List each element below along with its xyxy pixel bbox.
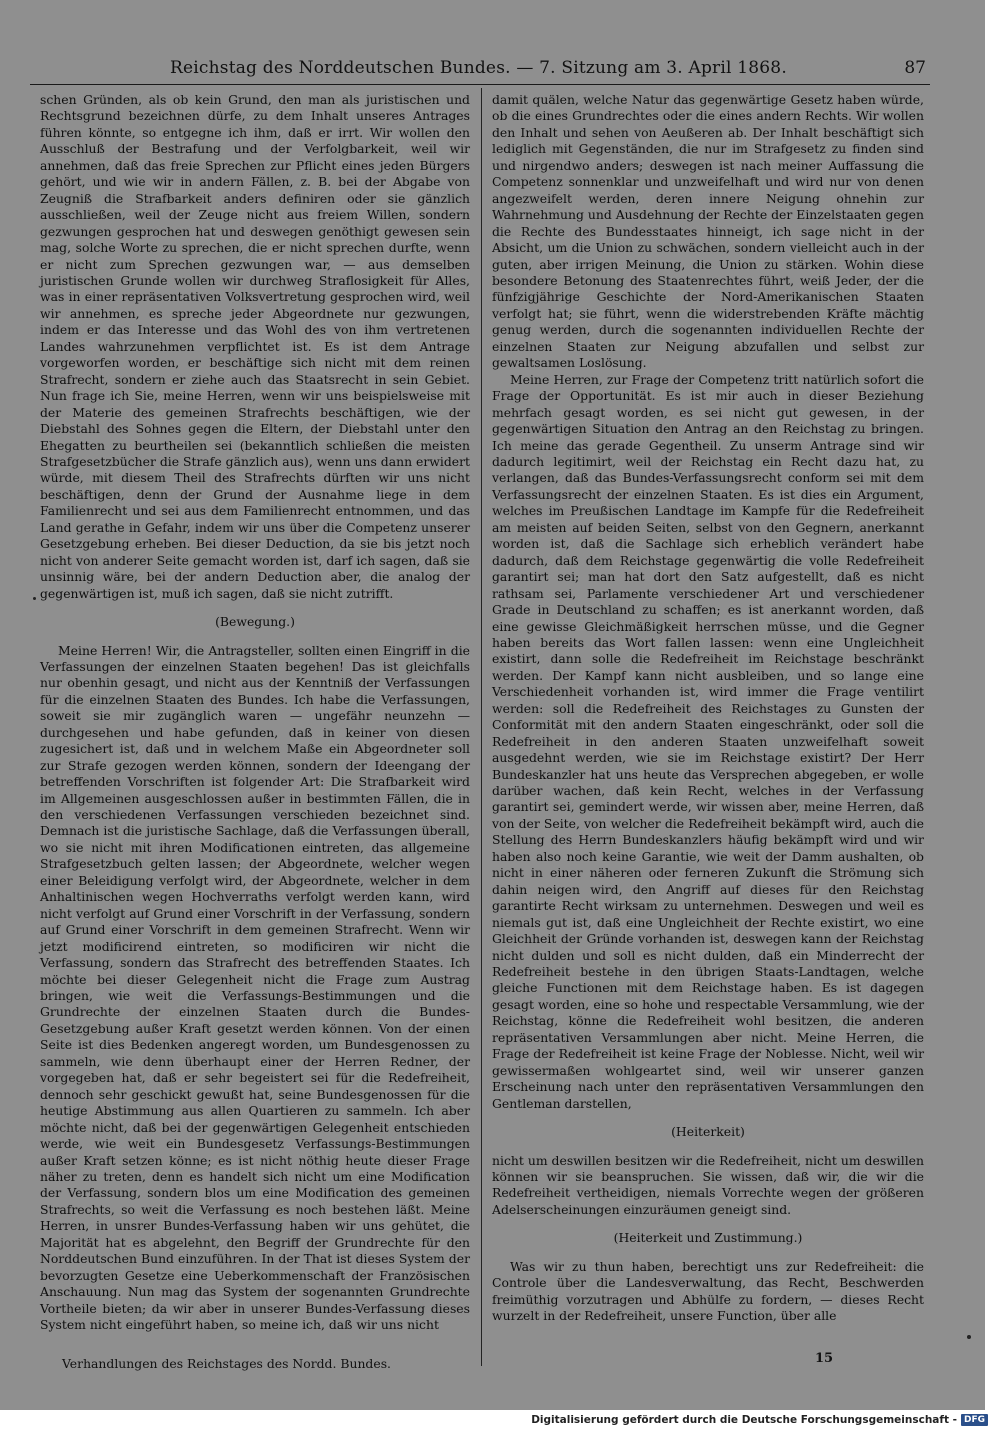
stage-direction: (Bewegung.)	[215, 614, 295, 630]
page-header	[30, 58, 930, 85]
paragraph: schen Gründen, als ob kein Grund, den man als juristischen und Rechtsgrund bezeichnen dürfe, zu dem Inhalt unseres Antrages führen könnte, so entgegne ich ihm, daß er irrt. Wir wollen den Ausschluß der Bestrafung und der Verfolgbarkeit, weil wir annehmen, daß das freie Sprechen zur Pflicht eines jeden Bürgers gehört, und wie wir in andern Fällen, z. B. bei der Abgabe von Zeugniß die Strafbarkeit anders definiren oder sie gänzlich ausschließen, weil der Zeuge nicht aus freiem Willen, sondern gezwungen gesprochen hat und deswegen genöthigt gewesen sein mag, solche Worte zu sprechen, die er nicht sprechen durfte, wenn er nicht zum Sprechen gezwungen war, — aus demselben juristischen Grunde wollen wir durchweg Straflosigkeit für Alles, was in einer repräsentativen Volksvertretung gesprochen wird, weil wir annehmen, es spreche jeder Abgeordnete nur gezwungen, indem er das Interesse und das Wohl des von ihm vertretenen Landes wahrzunehmen verpflichtet ist. Es ist dem Antrage vorgeworfen worden, er beschäftige sich nicht mit dem reinen Strafrecht, sondern er ziehe auch das Staatsrecht in sein Gebiet. Nun frage ich Sie, meine Herren, wenn wir uns beispielsweise mit der Materie des gemeinen Strafrechts beschäftigen, wie der Diebstahl des Sohnes gegen die Eltern, der Diebstahl unter den Ehegatten zu beurtheilen sei (bekanntlich schließen die meisten Strafgesetzbücher die Strafe gänzlich aus), wenn uns dann erwidert würde, mit diesem Theil des Strafrechts dürften wir uns nicht beschäftigen, denn der Grund der Ausnahme liege in dem Familienrecht und sei aus dem Familienrecht entnommen, und das Land gerathe in Gefahr, indem wir uns über die Competenz unserer Gesetzgebung erheben. Bei dieser Deduction, da sie bis jetzt noch nicht von anderer Seite gemacht worden ist, darf ich sagen, daß sie unsinnig wäre, bei der andern Deduction aber, die analog der gegenwärtigen ist, muß ich sagen, daß sie nicht zutrifft.	[40, 92, 471, 601]
footer-source: Verhandlungen des Reichstages des Nordd. Bundes.	[62, 1356, 391, 1371]
paragraph: Meine Herren, zur Frage der Competenz tritt natürlich sofort die Frage der Opportunität. Es ist mir auch in dieser Beziehung mehrfach gesagt worden, es sei nicht gut gewesen, in der gegenwärtigen Situation den Antrag an den Reichstag zu bringen. Ich meine das gerade Gegentheil. Zu unserm Antrage sind wir dadurch legitimirt, weil der Reichstag ein Recht dazu hat, zu verlangen, daß das Bundes-Verfassungsrecht conform sei mit dem Verfassungsrecht der einzelnen Staaten. Es ist dies ein Argument, welches im Preußischen Landtage im Kampfe für die Redefreiheit am meisten auf beiden Seiten, selbst von den Gegnern, anerkannt worden ist, daß die Sachlage sich erheblich verändert habe dadurch, daß dem Reichstage gegenwärtig die volle Redefreiheit garantirt sei; man hat dort den Satz aufgestellt, daß es nicht rathsam sei, Parlamente verschiedener Art und verschiedener Grade in Deutschland zu schaffen; es ist anerkannt worden, daß eine gewisse Gleichmäßigkeit herrschen müsse, und die Gegner haben bereits das Wort fallen lassen: wenn eine Ungleichheit existirt, dann solle die Redefreiheit im Reichstage beschränkt werden. Der Kampf kann nicht ausbleiben, und so lange eine Verschiedenheit vorhanden ist, wird immer die Frage ventilirt werden: soll die Redefreiheit des Reichstages zu Gunsten der Conformität mit den andern Staaten eingeschränkt, oder soll die Redefreiheit in den anderen Staaten unzweifelhaft soweit ausgedehnt werden, wie sie im Reichstage existirt? Der Herr Bundeskanzler hat uns heute das Versprechen abgegeben, er wolle darüber wachen, daß kein Recht, welches in der Verfassung garantirt sei, gemindert werde, wir wissen aber, meine Herren, daß von der Seite, von welcher die Redefreiheit bekämpft wird, auch die Stellung des Herrn Bundeskanzlers häufig bekämpft wird und wir haben also noch keine Garantie, wie weit der Damm aushalten, ob nicht in einer näheren oder ferneren Zukunft die Strömung sich dahin neigen wird, den Angriff auf dieses für den Reichstag garantirte Recht wirksam zu unternehmen. Deswegen und weil es niemals gut ist, daß eine Ungleichheit der Rechte existirt, wo eine Gleichheit der Gründe vorhanden ist, deswegen kann der Reichstag nicht dulden und soll es nicht dulden, daß ein Minderrecht der Redefreiheit bestehe in den übrigen Staats-Landtagen, welche gleiche Functionen mit dem Reichstage haben. Es ist dagegen gesagt worden, eine so hohe und respectable Versammlung, wie der Reichstag, könne die Redefreiheit wohl besitzen, die anderen repräsentativen Versammlungen aber nicht. Meine Herren, die Frage der Redefreiheit ist keine Frage der Noblesse. Nicht, weil wir gewissermaßen wohlgeartet sind, weil wir unserer ganzen Erscheinung nach unter den repräsentativen Versammlungen den Gentleman darstellen,	[492, 371, 924, 1111]
paragraph: Meine Herren! Wir, die Antragsteller, sollten einen Eingriff in die Verfassungen der einzelnen Staaten begehen! Das ist gleichfalls nur obenhin gesagt, und nicht aus der Kenntniß der Verfassungen für die einzelnen Staaten des Bundes. Ich habe die Verfassungen, soweit sie mir zugänglich waren — ungefähr neunzehn — durchgesehen und habe gefunden, daß in keiner von diesen zugesichert ist, daß und in welchem Maße ein Abgeordneter soll zur Strafe gezogen werden können, sondern der Ideengang der betreffenden Vorschriften ist folgender Art: Die Strafbarkeit wird im Allgemeinen ausgeschlossen außer in bestimmten Fällen, die in den verschiedenen Verfassungen verschieden bezeichnet sind. Demnach ist die juristische Sachlage, daß die Verfassungen überall, wo sie nicht mit ihren Modificationen eintreten, das allgemeine Strafgesetzbuch gelten lassen; der Abgeordnete, welcher wegen einer Beleidigung verfolgt wird, der Abgeordnete, welcher in dem Anhaltinischen wegen Hochverraths verfolgt werden kann, wird nicht verfolgt auf Grund einer Vorschrift in der Verfassung, sondern auf Grund einer Vorschrift in dem gemeinen Strafrecht. Wenn wir jetzt modificirend eintreten, so modificiren wir nicht die Verfassung, sondern das Strafrecht des betreffenden Staates. Ich möchte bei dieser Gelegenheit nicht die Frage zum Austrag bringen, wie weit die Verfassungs-Bestimmungen und die Grundrechte der einzelnen Staaten durch die Bundes-Gesetzgebung außer Kraft gesetzt werden können. Von der einen Seite ist dies Bedenken angeregt worden, um Bundesgenossen zu sammeln, wie denn überhaupt einer der Herren Redner, der vorgegeben hat, daß er sehr begeistert sei für die Redefreiheit, dennoch sehr geschickt gewußt hat, seine Bundesgenossen für die heutige Abstimmung aus allen Quartieren zu sammeln. Ich aber möchte nicht, daß bei der gegenwärtigen Gelegenheit entschieden werde, wie weit ein Bundesgesetz Verfassungs-Bestimmungen außer Kraft setzen könne; es ist nicht nöthig heute dieser Frage näher zu treten, denn es handelt sich nicht um eine Modification der Verfassung, sondern blos um eine Modification des gemeinen Strafrechts, so weit die Verfassung es noch bestehen läßt. Meine Herren, in unsrer Bundes-Verfassung haben wir uns gehütet, die Majorität hat es abgelehnt, den Begriff der Grundrechte für den Norddeutschen Bund einzuführen. In der That ist dieses System der bevorzugten Gesetze eine Ueberkommenschaft der Französischen Anschauung. Nun mag das System der sogenannten Grundrechte Vortheile bieten; da wir aber in unserer Bundes-Verfassung dieses System nicht eingeführt haben, so meine ich, daß wir uns nicht	[40, 642, 470, 1333]
stage-direction: (Heiterkeit und Zustimmung.)	[613, 1230, 803, 1246]
left-column	[40, 92, 470, 1334]
right-column	[492, 92, 924, 1325]
margin-mark	[967, 1335, 971, 1339]
signature-mark: 15	[815, 1351, 834, 1366]
page-number: 87	[904, 58, 926, 78]
paragraph: Was wir zu thun haben, berechtigt uns zur Redefreiheit: die Controle über die Landesverwaltung, das Recht, Beschwerden freimüthig vorzutragen und Abhülfe zu fordern, — dieses Recht wurzelt in der Redefreiheit, unsere Function, über alle	[492, 1258, 924, 1324]
margin-mark	[33, 597, 36, 600]
dfg-logo: DFG	[961, 1414, 988, 1426]
column-divider	[481, 88, 482, 1366]
paragraph: damit quälen, welche Natur das gegenwärtige Gesetz haben würde, ob die eines Grundrechtes oder die eines andern Rechts. Wir wollen den Inhalt und sehen von Aeußeren ab. Der Inhalt beschäftigt sich lediglich mit Gegenständen, die nur im Strafgesetz zu finden sind und nirgendwo anders; deswegen ist nach meiner Auffassung die Competenz sonnenklar und unzweifelhaft und wird nur von denen angezweifelt werden, deren innere Neigung ohnehin zur Wahrnehmung und Ausdehnung der Rechte der Einzelstaaten gegen die Rechte des Bundesstaates hinneigt, ich sage nicht in der Absicht, um die Union zu schwächen, sondern vielleicht auch in der guten, aber irrigen Meinung, die Union zu stärken. Wohin diese besondere Betonung des Staatenrechtes führt, weiß Jeder, der die fünfzigjährige Geschichte der Nord-Amerikanischen Staaten verfolgt hat; sie führt, wenn die widerstrebenden Kräfte mächtig genug werden, durch die sogenannten individuellen Rechte der einzelnen Staaten zur Neigung abzufallen und selbst zur gewaltsamen Loslösung.	[492, 92, 924, 371]
stage-direction: (Heiterkeit)	[671, 1124, 745, 1140]
credit-text: Digitalisierung gefördert durch die Deutsche Forschungsgemeinschaft -	[531, 1414, 957, 1426]
running-title: Reichstag des Norddeutschen Bundes. — 7. Sitzung am 3. April 1868.	[170, 58, 787, 78]
paragraph: nicht um deswillen besitzen wir die Redefreiheit, nicht um deswillen können wir sie beanspruchen. Sie wissen, daß wir, die wir die Redefreiheit vertheidigen, niemals Vorrechte wegen der größeren Adelserscheinungen einzuräumen geneigt sind.	[492, 1152, 924, 1217]
digitization-credit	[531, 1414, 988, 1426]
